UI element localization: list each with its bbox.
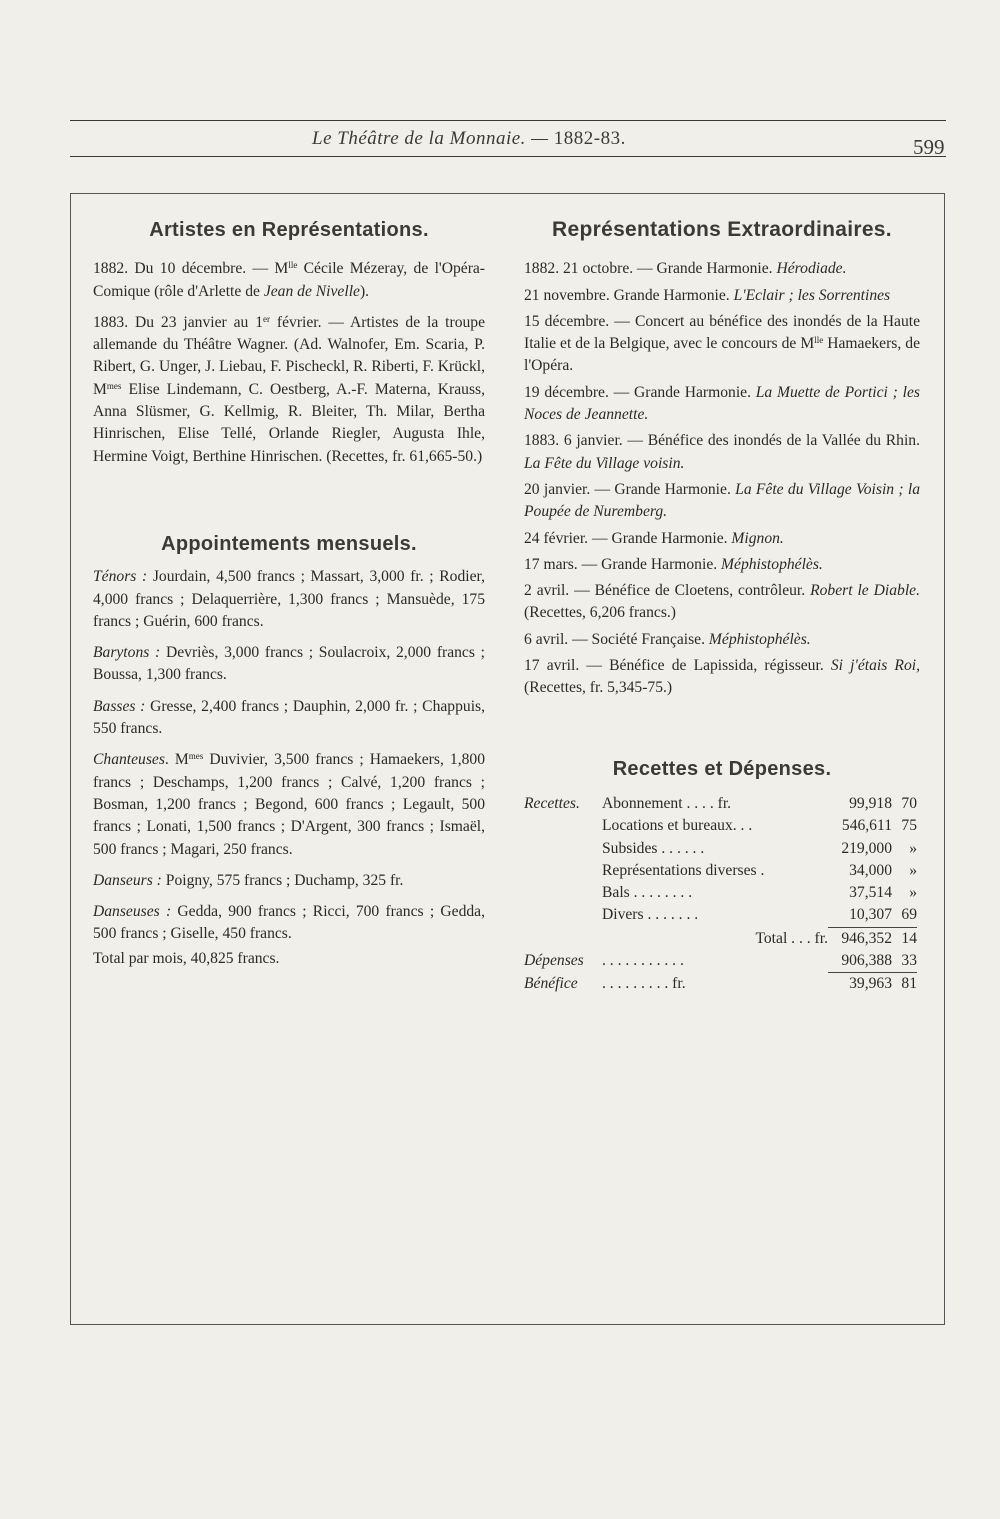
event-entry: 17 avril. — Bénéfice de Lapissida, régisseur. Si j'étais Roi, (Recettes, fr. 5,345-75.): [524, 657, 920, 697]
event-entry: 15 décembre. — Concert au bénéfice des inondés de la Haute Italie et de la Belgique, avec le concours de $M^{lle}$ Hamaekers, de l'Opéra.: [524, 312, 920, 375]
account-desc: Représentations diverses .: [602, 861, 765, 879]
total-cents: 14: [892, 927, 917, 950]
running-title: Le Théâtre de la Monnaie. — 1882-83.: [312, 128, 626, 149]
salary-danseuses: Danseuses : Gedda, 900 francs ; Ricci, 700 francs ; Gedda, 500 francs ; Giselle, 450 francs.: [93, 903, 485, 943]
account-row: [524, 838, 917, 860]
account-desc: Subsides . . . . . .: [602, 839, 705, 857]
depenses-row: [524, 950, 917, 973]
account-amount: 99,918: [849, 794, 892, 812]
account-cents: »: [909, 884, 917, 902]
benefice-cents: 81: [892, 973, 917, 996]
salary-basses: Basses : Gresse, 2,400 francs ; Dauphin, 2,000 fr. ; Chappuis, 550 francs.: [93, 697, 485, 738]
section-title-appointements: Appointements mensuels.: [161, 532, 417, 555]
salary-chanteuses: Chanteuses. $M^{mes}$ Duvivier, 3,500 francs ; Hamaekers, 1,800 francs ; Deschamps, 1,200 francs ; Calvé, 1,200 francs ; Bosman, 1,200 francs ; Begond, 600 francs ; Legault, 500 francs ; Lonati, 1,500 francs ; D'Argent, 300 francs ; Ismaël, 500 francs ; Magari, 250 francs.: [93, 751, 485, 858]
account-amount: 546,611: [841, 817, 892, 835]
depenses-label: Dépenses: [524, 952, 584, 970]
account-amount: 37,514: [849, 884, 892, 902]
account-cents: »: [909, 861, 917, 879]
benefice-row: [524, 973, 917, 996]
event-entry: 19 décembre. — Grande Harmonie. La Muette de Portici ; les Noces de Jeannette.: [524, 383, 920, 424]
total-amount: 946,352: [828, 927, 892, 950]
salary-total: Total par mois, 40,825 francs.: [93, 949, 280, 967]
artistes-entry-1882: 1882. Du 10 décembre. — $M^{lle}$ Cécile Mézeray, de l'Opéra-Comique (rôle d'Arlette de Jean de Nivelle).: [93, 260, 485, 300]
account-desc: Locations et bureaux. . .: [602, 817, 753, 835]
recettes-label: Recettes.: [524, 794, 580, 812]
salary-barytons: Barytons : Devriès, 3,000 francs ; Soulacroix, 2,000 francs ; Boussa, 1,300 francs.: [93, 644, 485, 684]
salary-tenors: Ténors : Jourdain, 4,500 francs ; Massart, 3,000 fr. ; Rodier, 4,000 francs ; Delaquerrière, 1,300 francs ; Mansuède, 175 francs ; Guérin, 600 francs.: [93, 568, 485, 630]
benefice-amount: 39,963: [828, 973, 892, 996]
account-row: [524, 860, 917, 882]
account-amount: 219,000: [841, 839, 892, 857]
event-entry: 17 mars. — Grande Harmonie. Méphistophélès.: [524, 555, 823, 573]
account-desc: Divers . . . . . . .: [602, 906, 699, 924]
account-desc: Bals . . . . . . . .: [602, 884, 693, 902]
section-title-extraordinaires: Représentations Extraordinaires.: [552, 218, 892, 241]
header-rule-bottom: [70, 156, 946, 157]
depenses-leader: . . . . . . . . . . .: [602, 952, 684, 970]
accounts-table: [524, 793, 917, 996]
benefice-leader: . . . . . . . . . fr.: [602, 975, 686, 993]
account-row: [524, 793, 917, 815]
total-label: Total . . . fr.: [755, 929, 828, 947]
event-entry: 1882. 21 octobre. — Grande Harmonie. Hérodiade.: [524, 260, 847, 278]
spacer: [93, 477, 485, 533]
event-entry: 21 novembre. Grande Harmonie. L'Eclair ; les Sorrentines: [524, 286, 891, 304]
artistes-entry-1883: 1883. Du 23 janvier au 1er février. — Artistes de la troupe allemande du Théâtre Wagner. (Ad. Walnofer, Em. Scaria, P. Ribert, G. Unger, J. Liebau, F. Pischeckl, R. Riberti, F. Krückl, $M^{mes}$ Elise Lindemann, C. Oestberg, A.-F. Materna, Krauss, Anna Slüsmer, G. Kellmig, R. Bleiter, Th. Milar, Bertha Hinrischen, Elise Tellé, Orlande Riegler, Augusta Ihle, Hermine Voigt, Berthine Hinrischen. (Recettes, fr. 61,665-50.): [93, 313, 486, 465]
account-cents: »: [909, 839, 917, 857]
event-entry: 6 avril. — Société Française. Méphistophélès.: [524, 630, 811, 648]
depenses-cents: 33: [901, 952, 917, 970]
account-desc: Abonnement . . . . fr.: [602, 794, 732, 812]
depenses-amount: 906,388: [841, 952, 892, 970]
header-rule-top: [70, 120, 946, 121]
account-cents: 69: [901, 906, 917, 924]
event-entry: 20 janvier. — Grande Harmonie. La Fête du Village Voisin ; la Poupée de Nuremberg.: [524, 480, 920, 521]
account-row: [524, 882, 917, 904]
section-title-recettes: Recettes et Dépenses.: [612, 757, 832, 780]
salary-danseurs: Danseurs : Poigny, 575 francs ; Duchamp, 325 fr.: [93, 871, 404, 889]
event-entry: 24 février. — Grande Harmonie. Mignon.: [524, 529, 784, 547]
section-title-artistes: Artistes en Représentations.: [149, 219, 429, 241]
account-row: [524, 904, 917, 927]
page-number: 599: [913, 135, 945, 159]
account-amount: 10,307: [849, 906, 892, 924]
total-row: [524, 927, 917, 950]
account-cents: 75: [901, 817, 917, 835]
spacer: [524, 704, 920, 758]
event-entry: 2 avril. — Bénéfice de Cloetens, contrôleur. Robert le Diable. (Recettes, 6,206 francs.): [524, 582, 920, 622]
benefice-label: Bénéfice: [524, 975, 578, 993]
right-column: [524, 215, 920, 996]
account-cents: 70: [901, 794, 917, 812]
left-column: [93, 215, 485, 979]
event-entry: 1883. 6 janvier. — Bénéfice des inondés de la Vallée du Rhin. La Fête du Village voisin.: [524, 432, 920, 472]
account-row: [524, 815, 917, 837]
account-amount: 34,000: [849, 861, 892, 879]
